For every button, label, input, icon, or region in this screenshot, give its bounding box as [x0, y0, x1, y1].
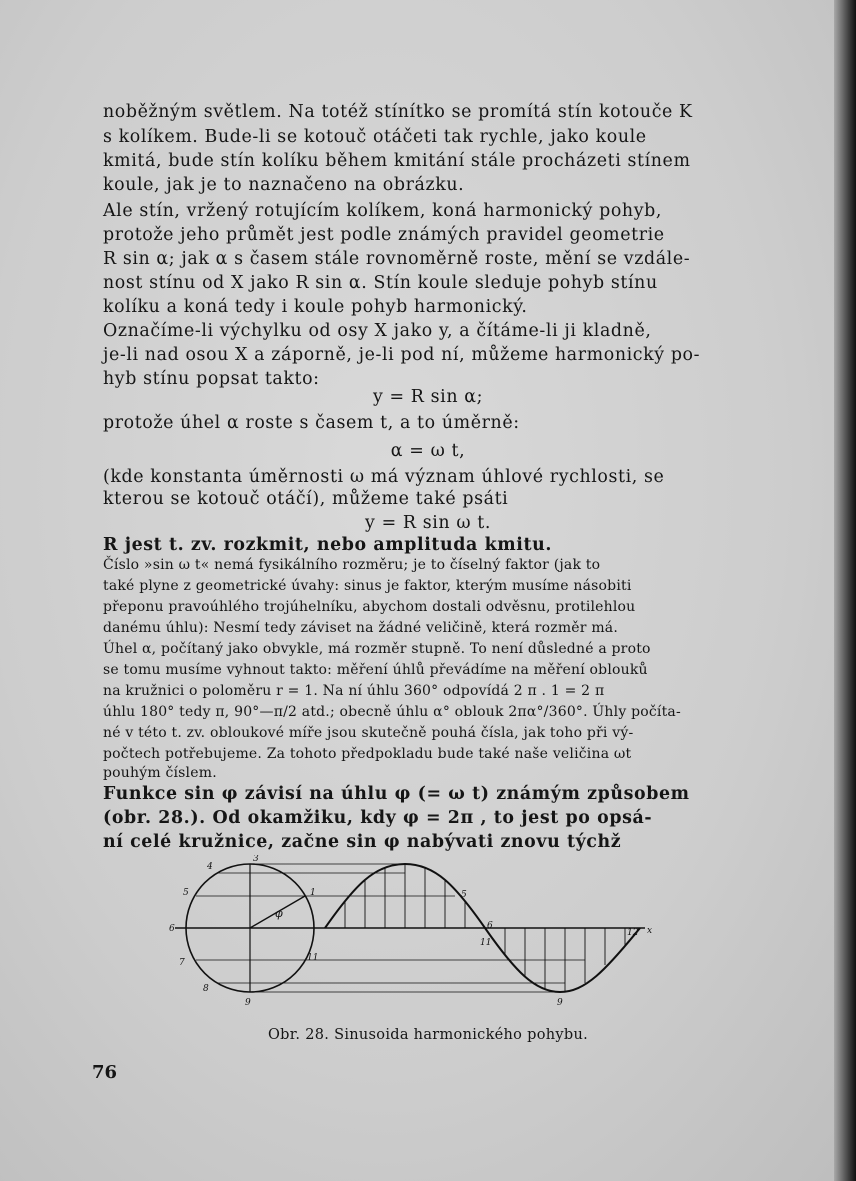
circle-label: 4 — [207, 862, 213, 872]
curve-label: 11 — [480, 938, 492, 948]
note-line: danému úhlu): Nesmí tedy záviset na žádné veličině, která rozměr má. — [103, 620, 618, 636]
text-line: nost stínu od X jako R sin α. Stín koule sleduje pohyb stínu — [103, 273, 658, 293]
page-number: 76 — [92, 1062, 118, 1083]
circle-label: 11 — [307, 953, 319, 963]
equation-alpha-omega-t: α = ω t, — [390, 441, 466, 461]
text-line: Označíme-li výchylku od osy X jako y, a čítáme-li ji kladně, — [103, 321, 652, 341]
text-line: kmitá, bude stín kolíku během kmitání stále procházeti stínem — [103, 151, 691, 171]
angle-phi-label: φ — [275, 907, 283, 920]
text-line: kterou se kotouč otáčí), můžeme také psáti — [103, 489, 509, 509]
text-line: ní celé kružnice, začne sin φ nabývati znovu týchž — [103, 832, 622, 852]
text-line: je-li nad osou X a záporně, je-li pod ní, můžeme harmonický po- — [103, 345, 701, 365]
note-line: přeponu pravoúhlého trojúhelníku, abychom dostali odvěsnu, protilehlou — [103, 599, 636, 615]
book-spine-shadow — [834, 0, 856, 1181]
x-axis-label: x — [647, 926, 653, 936]
note-line: pouhým číslem. — [103, 765, 217, 781]
text-line: protože úhel α roste s časem t, a to úměrně: — [103, 413, 520, 433]
text-line: noběžným světlem. Na totéž stínítko se promítá stín kotouče K — [103, 102, 693, 122]
equation-y-r-sin-alpha: y = R sin α; — [372, 387, 484, 407]
circle-label: 5 — [183, 888, 189, 898]
note-line: Úhel α, počítaný jako obvykle, má rozměr stupně. To není důsledné a proto — [103, 641, 651, 657]
text-line: s kolíkem. Bude-li se kotouč otáčeti tak rychle, jako koule — [103, 127, 647, 147]
circle-label: 6 — [169, 924, 175, 934]
note-line: se tomu musíme vyhnout takto: měření úhlů převádíme na měření oblouků — [103, 662, 648, 678]
note-line: na kružnici o poloměru r = 1. Na ní úhlu 360° odpovídá 2 π . 1 = 2 π — [103, 683, 605, 699]
curve-label: 9 — [557, 998, 563, 1008]
text-line: (obr. 28.). Od okamžiku, kdy φ = 2π , to jest po opsá- — [103, 808, 653, 828]
circle-label: 1 — [310, 888, 316, 898]
figure-caption: Obr. 28. Sinusoida harmonického pohybu. — [268, 1027, 588, 1043]
text-line: Ale stín, vržený rotujícím kolíkem, koná harmonický pohyb, — [103, 201, 662, 221]
circle-label: 3 — [253, 855, 259, 864]
circle-label: 8 — [203, 984, 209, 994]
text-line: R sin α; jak α s časem stále rovnoměrně roste, mění se vzdále- — [103, 249, 691, 269]
text-line: kolíku a koná tedy i koule pohyb harmonický. — [103, 297, 528, 317]
text-line: hyb stínu popsat takto: — [103, 369, 320, 389]
note-line: počtech potřebujeme. Za tohoto předpokladu bude také naše veličina ωt — [103, 746, 632, 762]
curve-label: 5 — [461, 890, 467, 900]
curve-label: 12 — [627, 928, 639, 938]
note-line: né v této t. zv. obloukové míře jsou skutečně pouhá čísla, jak toho při vý- — [103, 725, 634, 741]
circle-label: 7 — [179, 958, 185, 968]
curve-label: 6 — [487, 921, 493, 931]
text-line: protože jeho průmět jest podle známých pravidel geometrie — [103, 225, 665, 245]
note-line: také plyne z geometrické úvahy: sinus je faktor, kterým musíme násobiti — [103, 578, 632, 594]
amplitude-line: R jest t. zv. rozkmit, nebo amplituda kmitu. — [103, 535, 552, 555]
note-line: úhlu 180° tedy π, 90°—π/2 atd.; obecně úhlu α° oblouk 2πα°/360°. Úhly počíta- — [103, 704, 681, 720]
note-line: Číslo »sin ω t« nemá fysikálního rozměru; je to číselný faktor (jak to — [103, 557, 601, 573]
sinusoid-figure — [165, 855, 665, 1015]
text-line: (kde konstanta úměrnosti ω má význam úhlové rychlosti, se — [103, 467, 665, 487]
text-line: Funkce sin φ závisí na úhlu φ (= ω t) známým způsobem — [103, 784, 690, 804]
text-line: koule, jak je to naznačeno na obrázku. — [103, 175, 465, 195]
circle-label: 9 — [245, 998, 251, 1008]
equation-y-r-sin-omega-t: y = R sin ω t. — [365, 513, 491, 533]
